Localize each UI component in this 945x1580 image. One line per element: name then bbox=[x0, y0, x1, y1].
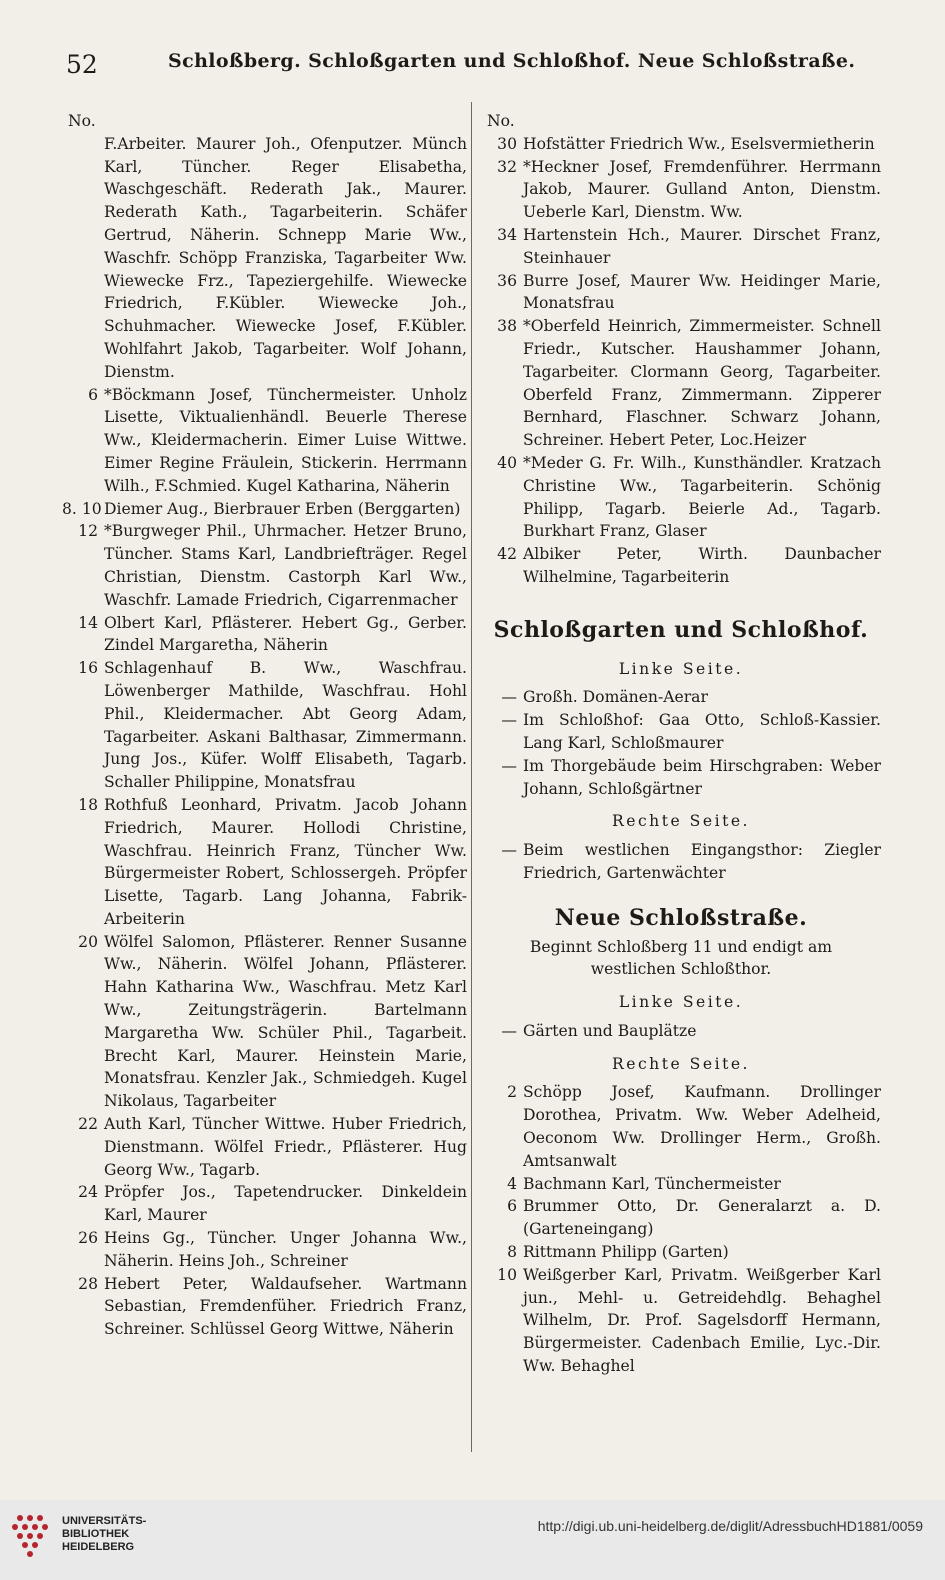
entry-text: Hartenstein Hch., Maurer. Dirschet Franz, Steinhauer bbox=[523, 225, 881, 267]
column-divider bbox=[471, 102, 472, 1452]
continuation-text: F.Arbeiter. Maurer Joh., Ofenputzer. Münch Karl, Tüncher. Reger Elisabetha, Waschgeschäft. Rederath Jak., Maurer. Rederath Kath., Tagarbeiterin. Schäfer Gertrud, Näherin. Schnepp Marie Ww., Waschfr. Schöpp Franziska, Tagarbeiter Ww. Wiewecke Frz., Tapeziergehilfe. Wiewecke Friedrich, F.Kübler. Wiewecke Joh., Schuhmacher. Wiewecke Josef, F.Kübler. Wohlfahrt Jakob, Tagarbeiter. Wolf Johann, Dienstm. bbox=[104, 134, 467, 381]
entry-text: Schöpp Josef, Kaufmann. Drollinger Dorothea, Privatm. Ww. Weber Adelheid, Oeconom Ww. Drollinger Herm., Großh. Amtsanwalt bbox=[523, 1083, 881, 1170]
directory-entry bbox=[481, 839, 881, 885]
entry-text: Rothfuß Leonhard, Privatm. Jacob Johann Friedrich, Maurer. Hollodi Christine, Waschfrau. Heinrich Franz, Tüncher Ww. Bürgermeister Robert, Schlossergeh. Pröpfer Lisette, Tagarb. Lang Johanna, Fabrik-Arbeiterin bbox=[104, 795, 467, 928]
page-number: 52 bbox=[66, 50, 98, 79]
directory-entry bbox=[481, 709, 881, 755]
library-logo-icon bbox=[8, 1510, 54, 1562]
house-number: 6 bbox=[88, 385, 98, 404]
library-line: BIBLIOTHEK bbox=[62, 1528, 130, 1540]
directory-entry bbox=[481, 270, 881, 316]
entry-text: Weißgerber Karl, Privatm. Weißgerber Karl jun., Mehl- u. Getreidehdlg. Behaghel Wilhelm, Dr. Prof. Sagelsdorff Hermann, Bürgermeister. Cadenbach Emilie, Lyc.-Dir. Ww. Behaghel bbox=[523, 1265, 881, 1376]
entry-text: Großh. Domänen-Aerar bbox=[523, 688, 708, 707]
entry-dash: — bbox=[501, 756, 517, 775]
entry-text: Diemer Aug., Bierbrauer Erben (Berggarten) bbox=[104, 499, 461, 518]
directory-entry bbox=[62, 1113, 467, 1181]
house-number: 40 bbox=[497, 453, 517, 472]
directory-entry bbox=[481, 1173, 881, 1196]
directory-entry bbox=[62, 384, 467, 498]
left-side-heading: Linke Seite. bbox=[618, 993, 744, 1012]
house-number: 24 bbox=[78, 1183, 98, 1202]
neue-left-entries bbox=[481, 1020, 881, 1043]
directory-entry bbox=[481, 1241, 881, 1264]
entry-dash: — bbox=[501, 841, 517, 860]
directory-entry bbox=[62, 1227, 467, 1273]
entry-dash: — bbox=[501, 688, 517, 707]
entry-text: Hebert Peter, Waldaufseher. Wartmann Sebastian, Fremdenfüher. Friedrich Franz, Schreiner. Schlüssel Georg Wittwe, Näherin bbox=[104, 1274, 467, 1339]
entry-text: *Burgweger Phil., Uhrmacher. Hetzer Bruno, Tüncher. Stams Karl, Landbriefträger. Regel Christian, Dienstm. Castorph Karl Ww., Waschfr. Lamade Friedrich, Cigarrenmacher bbox=[104, 522, 467, 609]
directory-entry bbox=[62, 612, 467, 658]
entry-text: Hofstätter Friedrich Ww., Eselsvermietherin bbox=[523, 134, 875, 153]
entry-text: Beim westlichen Eingangsthor: Ziegler Friedrich, Gartenwächter bbox=[523, 841, 881, 882]
left-entries bbox=[62, 384, 467, 1341]
entry-text: Pröpfer Jos., Tapetendrucker. Dinkeldein Karl, Maurer bbox=[104, 1183, 467, 1225]
directory-entry bbox=[62, 1181, 467, 1227]
entry-text: Rittmann Philipp (Garten) bbox=[523, 1243, 729, 1262]
schlossgarten-left-entries bbox=[481, 686, 881, 800]
house-number: 36 bbox=[497, 271, 517, 290]
house-number: 18 bbox=[78, 795, 98, 814]
directory-entry bbox=[62, 657, 467, 794]
entry-text: Burre Josef, Maurer Ww. Heidinger Marie, Monatsfrau bbox=[523, 271, 881, 313]
entry-text: *Böckmann Josef, Tünchermeister. Unholz Lisette, Viktualienhändl. Beuerle Therese Ww., Kleidermacherin. Eimer Luise Wittwe. Eimer Regine Fräulein, Stickerin. Herrmann Wilh., F.Schmied. Kugel Katharina, Näherin bbox=[104, 385, 467, 495]
right-column bbox=[481, 110, 881, 1378]
house-number: 20 bbox=[78, 932, 98, 951]
left-column bbox=[62, 110, 467, 1341]
house-number: 22 bbox=[78, 1115, 98, 1134]
entry-text: Auth Karl, Tüncher Wittwe. Huber Friedrich, Dienstmann. Wölfel Friedr., Pflästerer. Hug Georg Ww., Tagarb. bbox=[104, 1115, 467, 1179]
entry-text: Schlagenhauf B. Ww., Waschfrau. Löwenberger Mathilde, Waschfrau. Hohl Phil., Kleidermacher. Abt Georg Adam, Tagarbeiter. Askani Balthasar, Zimmermann. Jung Jos., Küfer. Wolff Elisabeth, Tagarb. Schaller Philippine, Monatsfrau bbox=[104, 659, 467, 792]
house-number: 30 bbox=[497, 134, 517, 153]
neue-right-entries bbox=[481, 1081, 881, 1377]
directory-entry bbox=[62, 498, 467, 521]
house-number: 38 bbox=[497, 317, 517, 336]
source-url-link[interactable]: http://digi.ub.uni-heidelberg.de/diglit/AdressbuchHD1881/0059 bbox=[537, 1518, 923, 1534]
entry-text: Bachmann Karl, Tünchermeister bbox=[523, 1174, 781, 1193]
directory-entry bbox=[481, 755, 881, 801]
entry-dash: — bbox=[501, 1021, 517, 1040]
library-line: HEIDELBERG bbox=[62, 1541, 135, 1553]
entry-text: Brummer Otto, Dr. Generalarzt a. D. (Garteneingang) bbox=[523, 1197, 881, 1239]
house-number: 4 bbox=[507, 1174, 517, 1193]
entry-text: Albiker Peter, Wirth. Daunbacher Wilhelmine, Tagarbeiterin bbox=[523, 545, 881, 586]
entry-text: *Oberfeld Heinrich, Zimmermeister. Schnell Friedr., Kutscher. Haushammer Johann, Tagarbeiter. Clormann Georg, Tagarbeiter. Oberfeld Franz, Zimmermann. Zipperer Bernhard, Flaschner. Schwarz Johann, Schreiner. Hebert Peter, Loc.Heizer bbox=[523, 317, 881, 450]
entry-text: *Heckner Josef, Fremdenführer. Herrmann Jakob, Maurer. Gulland Anton, Dienstm. Ueberle Karl, Dienstm. Ww. bbox=[523, 157, 881, 222]
directory-entry bbox=[481, 686, 881, 709]
directory-entry bbox=[481, 224, 881, 270]
directory-entry bbox=[62, 794, 467, 931]
entry-dash: — bbox=[501, 711, 517, 730]
no-label: No. bbox=[68, 112, 96, 130]
right-side-heading: Rechte Seite. bbox=[611, 812, 751, 831]
directory-entry bbox=[481, 1081, 881, 1172]
directory-entry bbox=[481, 543, 881, 589]
directory-entry bbox=[62, 931, 467, 1113]
house-number: 2 bbox=[507, 1083, 517, 1102]
entry-text: Olbert Karl, Pflästerer. Hebert Gg., Gerber. Zindel Margaretha, Näherin bbox=[104, 613, 467, 655]
house-number: 6 bbox=[507, 1197, 517, 1216]
house-number: 16 bbox=[78, 659, 98, 678]
directory-entry bbox=[481, 156, 881, 224]
library-line: UNIVERSITÄTS- bbox=[62, 1515, 147, 1527]
entry-text: Im Schloßhof: Gaa Otto, Schloß-Kassier. Lang Karl, Schloßmaurer bbox=[523, 711, 881, 752]
directory-entry bbox=[481, 315, 881, 452]
entry-text: Im Thorgebäude beim Hirschgraben: Weber Johann, Schloßgärtner bbox=[523, 756, 881, 798]
entry-text: Wölfel Salomon, Pflästerer. Renner Susanne Ww., Näherin. Wölfel Johann, Pflästerer. Hahn Katharina Ww., Waschfrau. Metz Karl Ww., Zeitungsträgerin. Bartelmann Margaretha Ww. Schüler Phil., Tagarbeit. Brecht Karl, Maurer. Heinstein Marie, Monatsfrau. Kenzler Jak., Schmiedgeh. Kugel Nikolaus, Tagarbeiter bbox=[104, 932, 467, 1111]
section-title-neue-schlossstrasse: Neue Schloßstraße. bbox=[554, 904, 808, 931]
running-header: Schloßberg. Schloßgarten und Schloßhof. Neue Schloßstraße. bbox=[168, 50, 856, 72]
section-title-schlossgarten: Schloßgarten und Schloßhof. bbox=[493, 616, 869, 643]
schlossgarten-right-entries bbox=[481, 839, 881, 885]
directory-entry bbox=[481, 1020, 881, 1043]
entry-text: *Meder G. Fr. Wilh., Kunsthändler. Kratzach Christine Ww., Tagarbeiterin. Schönig Philipp, Tagarb. Beierle Ad., Tagarb. Burkhart Franz, Glaser bbox=[523, 453, 881, 541]
street-description: Beginnt Schloßberg 11 und endigt am westlichen Schloßthor. bbox=[529, 937, 833, 979]
library-name bbox=[62, 1515, 146, 1554]
house-number: 8. 10 bbox=[62, 499, 102, 518]
house-number: 32 bbox=[497, 157, 517, 176]
house-number: 28 bbox=[78, 1274, 98, 1293]
directory-entry bbox=[62, 1273, 467, 1341]
directory-entry bbox=[481, 452, 881, 543]
left-side-heading: Linke Seite. bbox=[618, 659, 744, 678]
entry-text: Heins Gg., Tüncher. Unger Johanna Ww., Näherin. Heins Joh., Schreiner bbox=[104, 1229, 467, 1270]
house-number: 10 bbox=[497, 1265, 517, 1284]
directory-entry bbox=[481, 133, 881, 156]
entry-text: Gärten und Bauplätze bbox=[523, 1021, 697, 1040]
directory-entry bbox=[62, 520, 467, 611]
house-number: 26 bbox=[78, 1229, 98, 1248]
house-number: 8 bbox=[507, 1243, 517, 1262]
no-label: No. bbox=[487, 112, 515, 130]
right-side-heading: Rechte Seite. bbox=[611, 1054, 751, 1073]
directory-entry bbox=[481, 1195, 881, 1241]
house-number: 42 bbox=[497, 545, 517, 564]
house-number: 12 bbox=[78, 522, 98, 541]
house-number: 34 bbox=[497, 225, 517, 244]
house-number: 14 bbox=[78, 613, 98, 632]
right-entries bbox=[481, 133, 881, 589]
directory-entry bbox=[481, 1264, 881, 1378]
